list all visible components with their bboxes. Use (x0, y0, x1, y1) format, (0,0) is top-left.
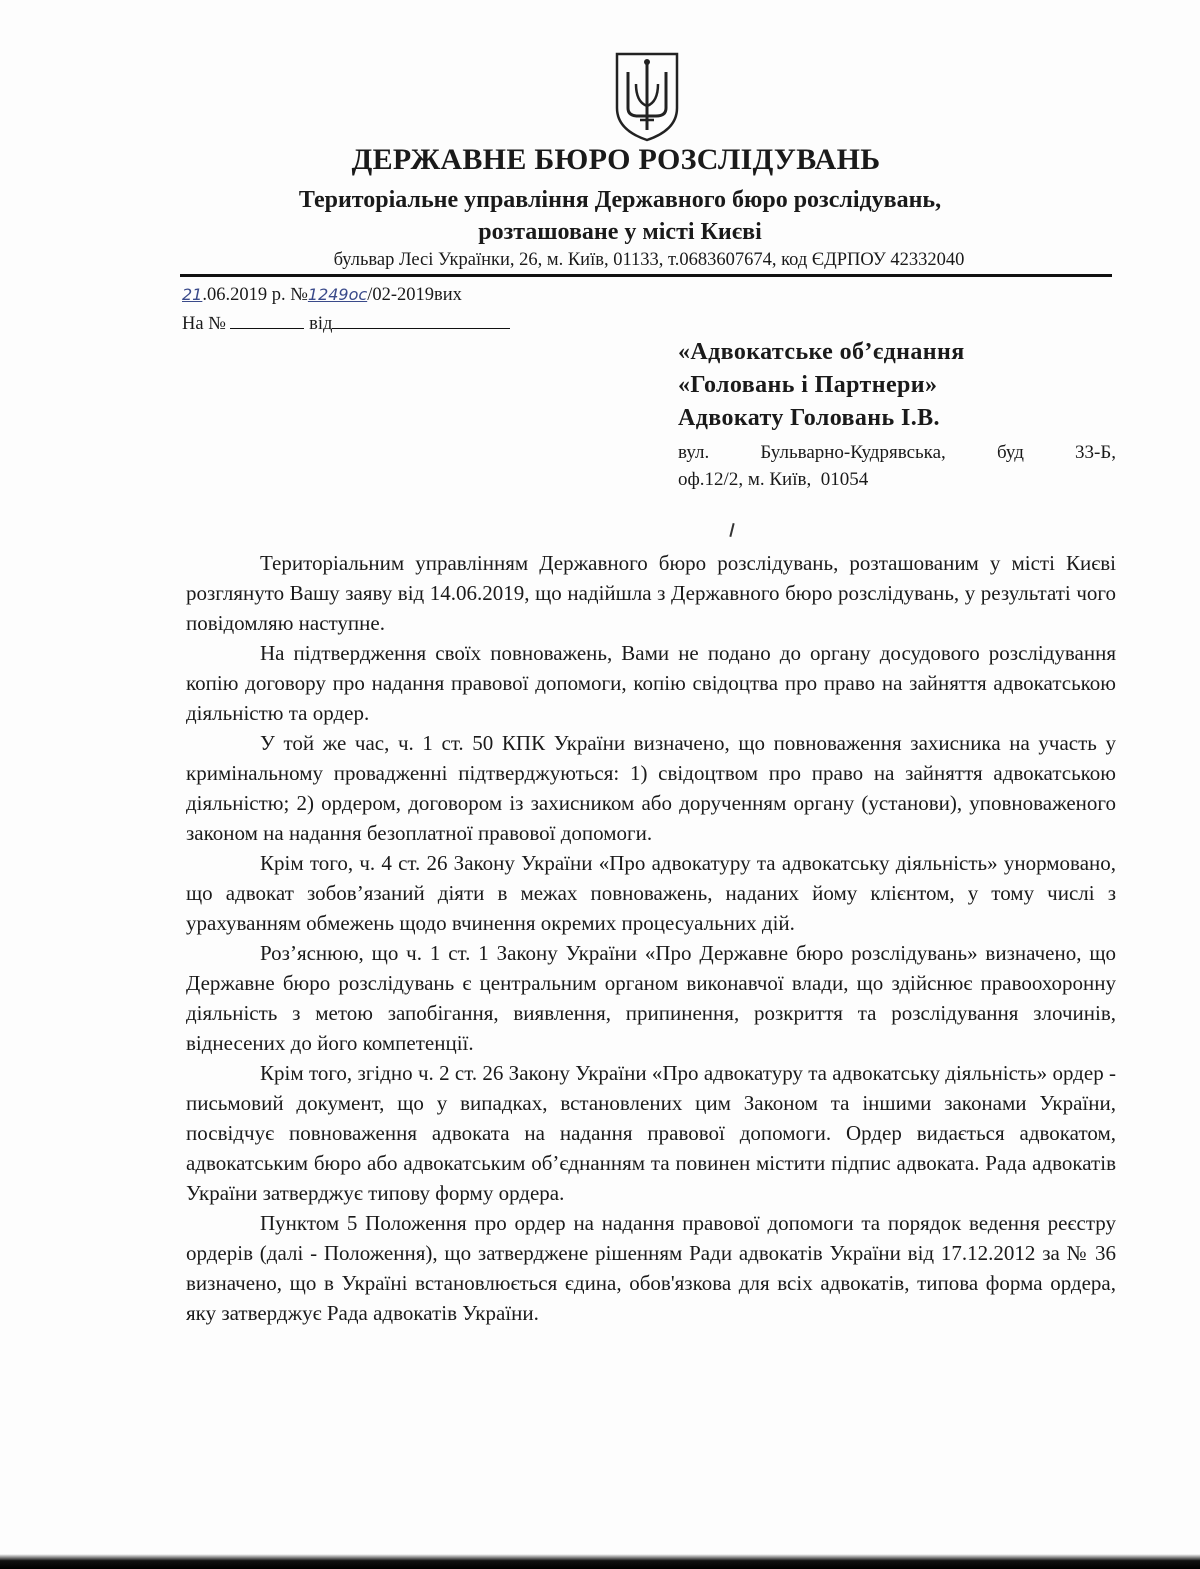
body-paragraph: Роз’яснюю, що ч. 1 ст. 1 Закону України «Про Державне бюро розслідувань» визначено, що Державне бюро розслідувань є центральним органом виконавчої влади, що здійснює правоохоронну діяльність з метою запобігання, виявлення, припинення, розкриття та розслідування злочинів, віднесених до його компетенції. (186, 941, 1116, 1055)
trident-coat-of-arms-icon (612, 50, 682, 142)
body-paragraph: Крім того, ч. 4 ст. 26 Закону України «Про адвокатуру та адвокатську діяльність» унормовано, що адвокат зобов’язаний діяти в межах повноважень, наданих йому клієнтом, у тому числі з урахуванням обмежень щодо вчинення окремих процесуальних дій. (186, 851, 1116, 935)
reference-number-blank (230, 312, 304, 329)
handwritten-day: 21 (182, 285, 203, 304)
addressee-line3: Адвокату Головань І.В. (678, 405, 940, 431)
addressee-line2: «Головань і Партнери» (678, 372, 938, 398)
outgoing-date: .06.2019 р. № (202, 285, 308, 305)
reference-from: від (309, 314, 333, 334)
letter-body (186, 548, 1116, 1328)
outgoing-suffix: /02-2019вих (367, 285, 462, 305)
body-paragraph: Крім того, згідно ч. 2 ст. 26 Закону України «Про адвокатуру та адвокатську діяльність» ордер - письмовий документ, що у випадках, встановлених цим Законом та іншими законами України, посвідчує повноваження адвоката на надання правової допомоги. Ордер видається адвокатом, адвокатським бюро або адвокатським об’єднанням та повинен містити підпис адвоката. Рада адвокатів України затверджує типову форму ордера. (186, 1061, 1116, 1205)
scan-edge (0, 1554, 1200, 1569)
body-paragraph: У той же час, ч. 1 ст. 50 КПК України визначено, що повноваження захисника на участь у кримінальному провадженні підтверджуються: 1) свідоцтвом про право на зайняття адвокатською діяльністю; 2) ордером, договором із захисником або дорученням органу (установи), уповноваженого законом на надання безоплатної правової допомоги. (186, 731, 1116, 845)
outgoing-number (182, 285, 462, 306)
body-paragraph: Пунктом 5 Положення про ордер на надання правової допомоги та порядок ведення реєстру ордерів (далі - Положення), що затверджене рішенням Ради адвокатів України від 17.12.2012 за № 36 визначено, що в Україні встановлюється єдина, обов'язкова для всіх адвокатів, типова форма ордера, яку затверджує Рада адвокатів України. (186, 1211, 1116, 1325)
org-subdivision-line2: розташоване у місті Києві (478, 219, 762, 245)
body-paragraph: На підтвердження своїх повноважень, Вами не подано до органу досудового розслідування копію договору про надання правової допомоги, копію свідоцтва про право на зайняття адвокатською діяльністю та ордер. (186, 641, 1116, 725)
org-name: ДЕРЖАВНЕ БЮРО РОЗСЛІДУВАНЬ (351, 143, 881, 176)
org-address: бульвар Лесі Українки, 26, м. Київ, 01133, т.0683607674, код ЄДРПОУ 42332040 (333, 250, 965, 270)
addressee-block (678, 336, 1118, 493)
reference-prefix: На № (182, 314, 226, 334)
reference-line (182, 312, 510, 335)
handwritten-number: 1249ос (307, 285, 368, 304)
pen-mark (729, 523, 734, 537)
addressee-line1: «Адвокатське об’єднання (678, 339, 965, 365)
body-paragraph: Територіальним управлінням Державного бюро розслідувань, розташованим у місті Києві розглянуто Вашу заяву від 14.06.2019, що надійшла з Державного бюро розслідувань, у результаті чого повідомляю наступне. (186, 551, 1116, 635)
header-divider (180, 274, 1112, 277)
addressee-street: вул. Бульварно-Кудрявська, буд 33-Б, (678, 442, 1116, 463)
reference-date-blank (332, 312, 510, 329)
org-subdivision-line1: Територіальне управління Державного бюро розслідувань, (298, 187, 942, 213)
addressee-city: оф.12/2, м. Київ, 01054 (678, 469, 869, 490)
